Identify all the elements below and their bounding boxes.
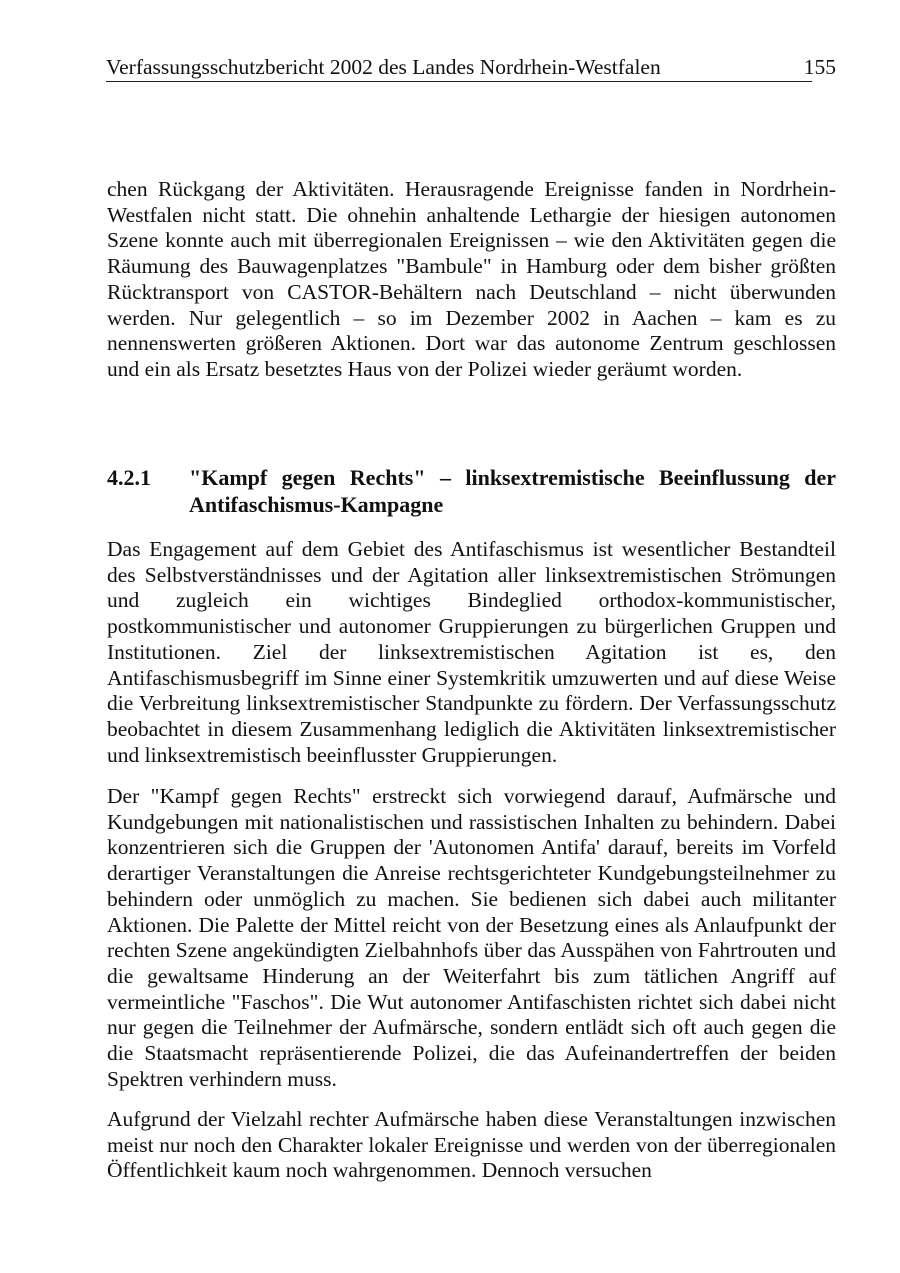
intro-paragraph: chen Rückgang der Aktivitäten. Herausragende Ereignisse fanden in Nordrhein-Westfalen nicht statt. Die ohnehin anhaltende Lethargie der hiesigen autonomen Szene konnte auch mit überregionalen Ereignissen – wie den Aktivitäten gegen die Räumung des Bauwagenplatzes "Bambule" in Hamburg oder dem bisher größten Rücktransport von CASTOR-Behältern nach Deutschland – nicht überwunden werden. Nur gelegentlich – so im Dezember 2002 in Aachen – kam es zu nennenswerten größeren Aktionen. Dort war das autonome Zentrum geschlossen und ein als Ersatz besetztes Haus von der Polizei wieder geräumt worden.: [107, 177, 836, 381]
page-number: 155: [803, 55, 836, 79]
section-number: 4.2.1: [107, 465, 151, 490]
header-title: Verfassungsschutzbericht 2002 des Landes Nordrhein-Westfalen: [106, 55, 661, 79]
body-paragraph-3: Aufgrund der Vielzahl rechter Aufmärsche haben diese Veranstaltungen inzwischen meist nur noch den Charakter lokaler Ereignisse und werden von der überregionalen Öffentlichkeit kaum noch wahrgenommen. Dennoch versuchen: [107, 1107, 836, 1183]
running-header: [106, 52, 836, 82]
body-paragraph-2: Der "Kampf gegen Rechts" erstreckt sich vorwiegend darauf, Aufmärsche und Kundgebungen mit nationalistischen und rassistischen Inhalten zu behindern. Dabei konzentrieren sich die Gruppen der 'Autonomen Antifa' darauf, bereits im Vorfeld derartiger Veranstaltungen die Anreise rechtsgerichteter Kundgebungsteilnehmer zu behindern oder unmöglich zu machen. Sie bedienen sich dabei auch militanter Aktionen. Die Palette der Mittel reicht von der Besetzung eines als Anlaufpunkt der rechten Szene angekündigten Zielbahnhofs über das Ausspähen von Fahrtrouten und die gewaltsame Hinderung an der Weiterfahrt bis zum tätlichen Angriff auf vermeintliche "Faschos". Die Wut autonomer Antifaschisten richtet sich dabei nicht nur gegen die Teilnehmer der Aufmärsche, sondern entlädt sich oft auch gegen die die Staatsmacht repräsentierende Polizei, die das Aufeinandertreffen der beiden Spektren verhindern muss.: [107, 784, 836, 1091]
header-rule: [106, 81, 812, 82]
section-title: "Kampf gegen Rechts" – linksextremistische Beeinflussung der Antifaschismus-Kampagne: [189, 465, 836, 517]
body-paragraph-1: Das Engagement auf dem Gebiet des Antifaschismus ist wesentlicher Bestandteil des Selbstverständnisses und der Agitation aller linksextremistischen Strömungen und zugleich ein wichtiges Bindeglied orthodox-kommunistischer, postkommunistischer und autonomer Gruppierungen zu bürgerlichen Gruppen und Institutionen. Ziel der linksextremistischen Agitation ist es, den Antifaschismusbegriff im Sinne einer Systemkritik umzuwerten und auf diese Weise die Verbreitung linksextremistischer Standpunkte zu fördern. Der Verfassungsschutz beobachtet in diesem Zusammenhang lediglich die Aktivitäten linksextremistischer und linksextremistisch beeinflusster Gruppierungen.: [107, 537, 836, 767]
